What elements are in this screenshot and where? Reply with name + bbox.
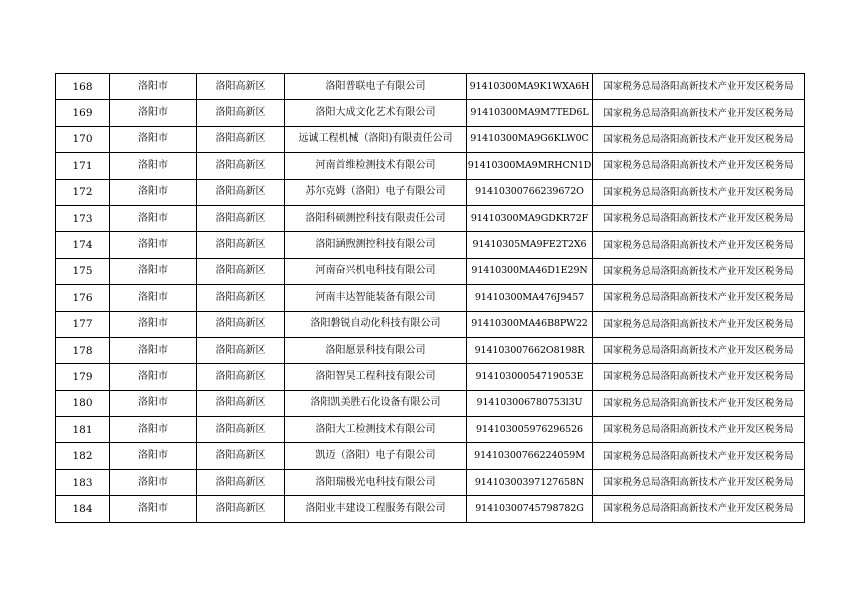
credit-code-cell: 91410300MA9GDKR72F [467,205,593,231]
row-number-cell: 181 [56,417,110,443]
table-row [56,258,805,284]
district-cell: 洛阳高新区 [197,126,285,152]
credit-code-cell: 91410305MA9FE2T2X6 [467,232,593,258]
company-name-cell: 洛阳涵煦测控科技有限公司 [285,232,467,258]
city-cell: 洛阳市 [110,205,197,231]
city-cell: 洛阳市 [110,390,197,416]
tax-authority-cell: 国家税务总局洛阳高新技术产业开发区税务局 [593,153,805,179]
credit-code-cell: 91410300397127658N [467,469,593,495]
table-row [56,205,805,231]
district-cell: 洛阳高新区 [197,469,285,495]
tax-authority-cell: 国家税务总局洛阳高新技术产业开发区税务局 [593,74,805,100]
credit-code-cell: 91410300MA9K1WXA6H [467,74,593,100]
tax-authority-cell: 国家税务总局洛阳高新技术产业开发区税务局 [593,311,805,337]
row-number-cell: 182 [56,443,110,469]
district-cell: 洛阳高新区 [197,74,285,100]
city-cell: 洛阳市 [110,74,197,100]
credit-code-cell: 91410300MA46B8PW22 [467,311,593,337]
table-row [56,390,805,416]
row-number-cell: 178 [56,337,110,363]
credit-code-cell: 91410300MA9MRHCN1D [467,153,593,179]
district-cell: 洛阳高新区 [197,232,285,258]
tax-authority-cell: 国家税务总局洛阳高新技术产业开发区税务局 [593,179,805,205]
table-row [56,232,805,258]
table-row [56,469,805,495]
district-cell: 洛阳高新区 [197,205,285,231]
tax-authority-cell: 国家税务总局洛阳高新技术产业开发区税务局 [593,232,805,258]
city-cell: 洛阳市 [110,100,197,126]
credit-code-cell: 914103007662O8198R [467,337,593,363]
credit-code-cell: 914103006780753l3U [467,390,593,416]
district-cell: 洛阳高新区 [197,179,285,205]
company-name-cell: 河南奋兴机电科技有限公司 [285,258,467,284]
tax-authority-cell: 国家税务总局洛阳高新技术产业开发区税务局 [593,417,805,443]
table-row [56,311,805,337]
credit-code-cell: 91410300745798782G [467,496,593,522]
row-number-cell: 183 [56,469,110,495]
district-cell: 洛阳高新区 [197,258,285,284]
district-cell: 洛阳高新区 [197,311,285,337]
credit-code-cell: 914103005976296526 [467,417,593,443]
row-number-cell: 179 [56,364,110,390]
credit-code-cell: 91410300MA46D1E29N [467,258,593,284]
district-cell: 洛阳高新区 [197,417,285,443]
credit-code-cell: 91410300MA9M7TED6L [467,100,593,126]
district-cell: 洛阳高新区 [197,100,285,126]
row-number-cell: 172 [56,179,110,205]
company-name-cell: 苏尔克姆（洛阳）电子有限公司 [285,179,467,205]
city-cell: 洛阳市 [110,179,197,205]
company-name-cell: 洛阳大成文化艺术有限公司 [285,100,467,126]
company-name-cell: 洛阳业丰建设工程服务有限公司 [285,496,467,522]
company-name-cell: 洛阳磐锐自动化科技有限公司 [285,311,467,337]
company-name-cell: 远诚工程机械（洛阳)有限责任公司 [285,126,467,152]
credit-code-cell: 91410300MA9G6KLW0C [467,126,593,152]
company-name-cell: 洛阳愿景科技有限公司 [285,337,467,363]
tax-authority-cell: 国家税务总局洛阳高新技术产业开发区税务局 [593,364,805,390]
row-number-cell: 184 [56,496,110,522]
company-name-cell: 洛阳智昊工程科技有限公司 [285,364,467,390]
company-name-cell: 洛阳普联电子有限公司 [285,74,467,100]
city-cell: 洛阳市 [110,443,197,469]
company-name-cell: 洛阳凯美胜石化设备有限公司 [285,390,467,416]
tax-authority-cell: 国家税务总局洛阳高新技术产业开发区税务局 [593,337,805,363]
table-row [56,337,805,363]
city-cell: 洛阳市 [110,232,197,258]
city-cell: 洛阳市 [110,417,197,443]
district-cell: 洛阳高新区 [197,496,285,522]
table-row [56,179,805,205]
row-number-cell: 169 [56,100,110,126]
table-row [56,417,805,443]
credit-code-cell: 91410300054719053E [467,364,593,390]
tax-authority-cell: 国家税务总局洛阳高新技术产业开发区税务局 [593,100,805,126]
credit-code-cell: 91410300766224059M [467,443,593,469]
city-cell: 洛阳市 [110,469,197,495]
credit-code-cell: 91410300766239672O [467,179,593,205]
row-number-cell: 168 [56,74,110,100]
company-name-cell: 河南丰达智能装备有限公司 [285,285,467,311]
company-name-cell: 洛阳瑞极光电科技有限公司 [285,469,467,495]
city-cell: 洛阳市 [110,285,197,311]
row-number-cell: 173 [56,205,110,231]
table-row [56,74,805,100]
company-name-cell: 凯迈（洛阳）电子有限公司 [285,443,467,469]
city-cell: 洛阳市 [110,364,197,390]
district-cell: 洛阳高新区 [197,153,285,179]
tax-authority-cell: 国家税务总局洛阳高新技术产业开发区税务局 [593,469,805,495]
table-row [56,285,805,311]
row-number-cell: 174 [56,232,110,258]
tax-authority-cell: 国家税务总局洛阳高新技术产业开发区税务局 [593,390,805,416]
city-cell: 洛阳市 [110,311,197,337]
city-cell: 洛阳市 [110,337,197,363]
district-cell: 洛阳高新区 [197,364,285,390]
tax-authority-cell: 国家税务总局洛阳高新技术产业开发区税务局 [593,443,805,469]
row-number-cell: 177 [56,311,110,337]
city-cell: 洛阳市 [110,496,197,522]
company-name-cell: 河南首维检测技术有限公司 [285,153,467,179]
city-cell: 洛阳市 [110,153,197,179]
table-row [56,364,805,390]
table-row [56,496,805,522]
tax-authority-cell: 国家税务总局洛阳高新技术产业开发区税务局 [593,258,805,284]
row-number-cell: 170 [56,126,110,152]
district-cell: 洛阳高新区 [197,337,285,363]
city-cell: 洛阳市 [110,258,197,284]
row-number-cell: 175 [56,258,110,284]
district-cell: 洛阳高新区 [197,390,285,416]
company-name-cell: 洛阳大工检测技术有限公司 [285,417,467,443]
district-cell: 洛阳高新区 [197,285,285,311]
table-row [56,126,805,152]
tax-authority-cell: 国家税务总局洛阳高新技术产业开发区税务局 [593,496,805,522]
table-row [56,100,805,126]
table-row [56,153,805,179]
row-number-cell: 180 [56,390,110,416]
row-number-cell: 171 [56,153,110,179]
city-cell: 洛阳市 [110,126,197,152]
row-number-cell: 176 [56,285,110,311]
table-row [56,443,805,469]
tax-authority-cell: 国家税务总局洛阳高新技术产业开发区税务局 [593,205,805,231]
district-cell: 洛阳高新区 [197,443,285,469]
tax-authority-cell: 国家税务总局洛阳高新技术产业开发区税务局 [593,285,805,311]
tax-authority-cell: 国家税务总局洛阳高新技术产业开发区税务局 [593,126,805,152]
company-name-cell: 洛阳科硕测控科技有限责任公司 [285,205,467,231]
table-body [56,74,805,523]
taxpayer-table [55,73,805,523]
credit-code-cell: 91410300MA476J9457 [467,285,593,311]
